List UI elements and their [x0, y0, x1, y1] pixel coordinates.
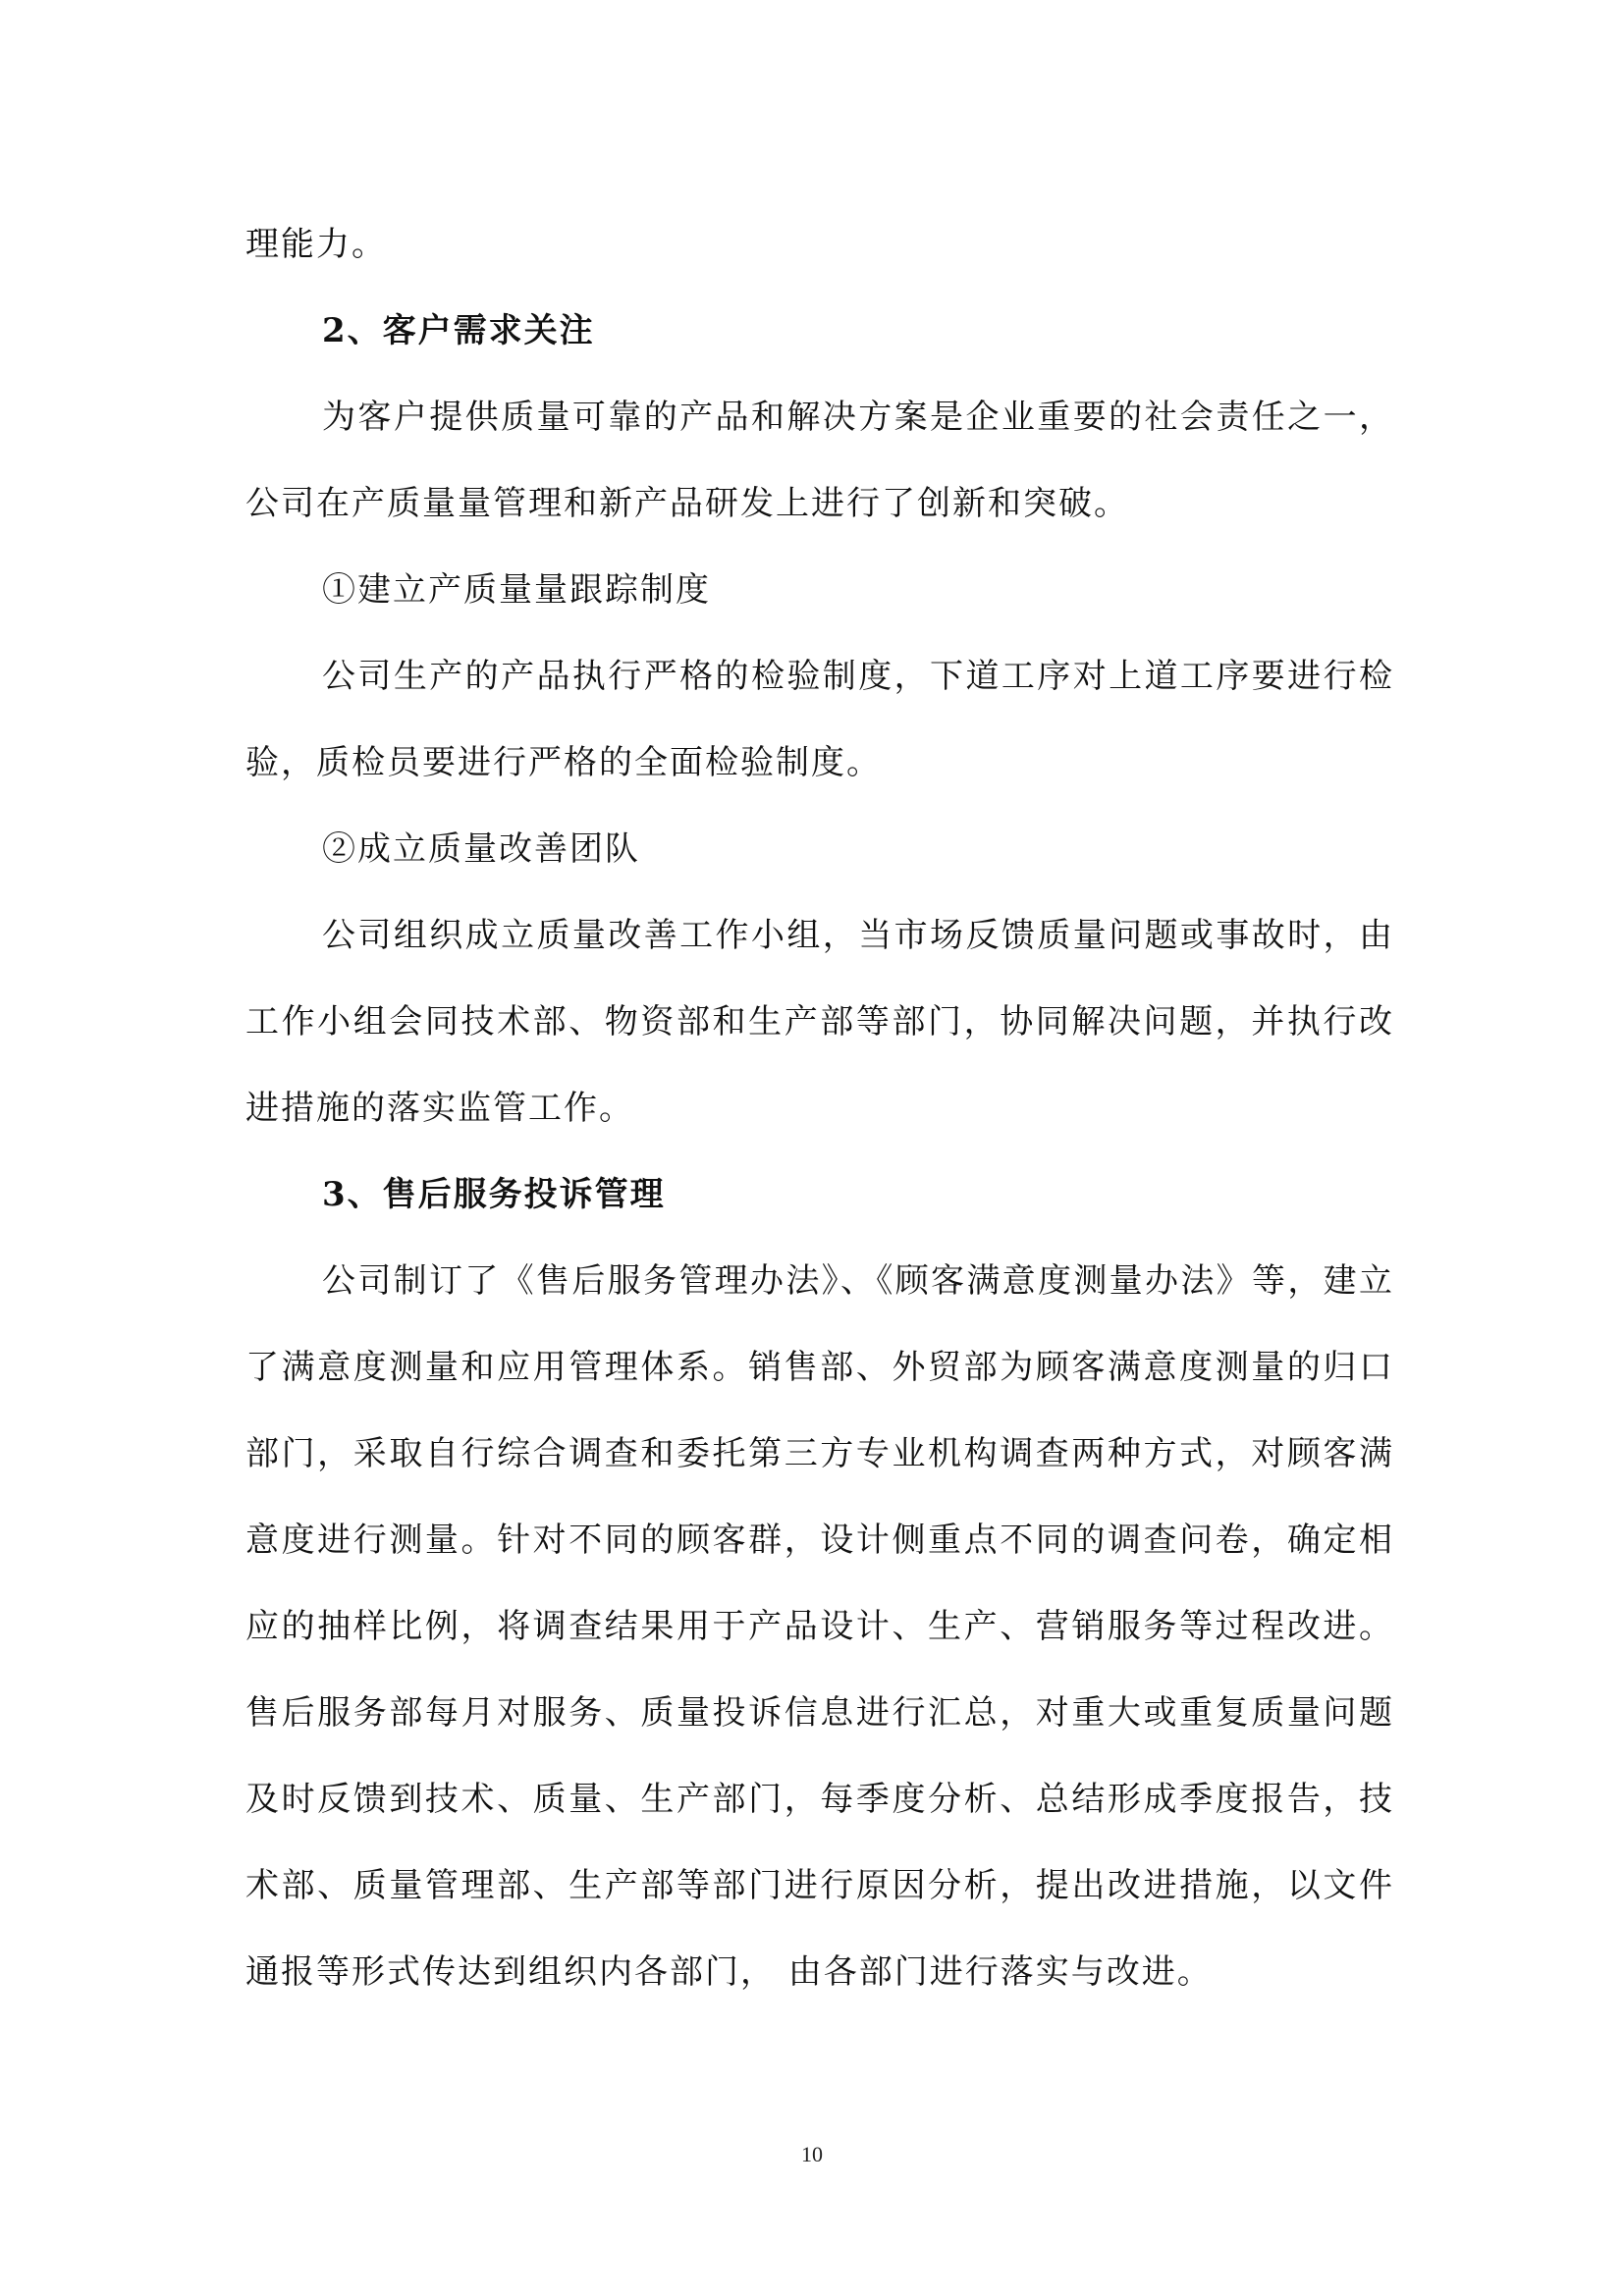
page-number: 10 [801, 2142, 823, 2166]
paragraph-quality-team: 公司组织成立质量改善工作小组，当市场反馈质量问题或事故时，由工作小组会同技术部、物资部和生产部等部门，协同解决问题，并执行改进措施的落实监管工作。 [245, 916, 1394, 1128]
paragraph-quality-tracking: 公司生产的产品执行严格的检验制度，下道工序对上道工序要进行检验，质检员要进行严格的全面检验制度。 [245, 657, 1394, 782]
section-heading-after-sales: 3、售后服务投诉管理 [322, 1175, 666, 1214]
subheading-quality-team: ②成立质量改善团队 [322, 829, 640, 869]
paragraph-continuation: 理能力。 [245, 225, 387, 264]
section-heading-customer-needs: 2、客户需求关注 [322, 311, 595, 350]
document-body [245, 201, 1394, 2015]
paragraph-after-sales: 公司制订了《售后服务管理办法》、《顾客满意度测量办法》等，建立了满意度测量和应用管理体系。销售部、外贸部为顾客满意度测量的归口部门，采取自行综合调查和委托第三方专业机构调查两种方式，对顾客满意度进行测量。针对不同的顾客群，设计侧重点不同的调查问卷，确定相应的抽样比例，将调查结果用于产品设计、生产、营销服务等过程改进。售后服务部每月对服务、质量投诉信息进行汇总，对重大或重复质量问题及时反馈到技术、质量、生产部门，每季度分析、总结形成季度报告，技术部、质量管理部、生产部等部门进行原因分析，提出改进措施，以文件通报等形式传达到组织内各部门， 由各部门进行落实与改进。 [245, 1261, 1394, 1992]
paragraph-customer-needs-intro: 为客户提供质量可靠的产品和解决方案是企业重要的社会责任之一，公司在产质量量管理和新产品研发上进行了创新和突破。 [245, 398, 1394, 523]
subheading-quality-tracking: ①建立产质量量跟踪制度 [322, 570, 711, 610]
